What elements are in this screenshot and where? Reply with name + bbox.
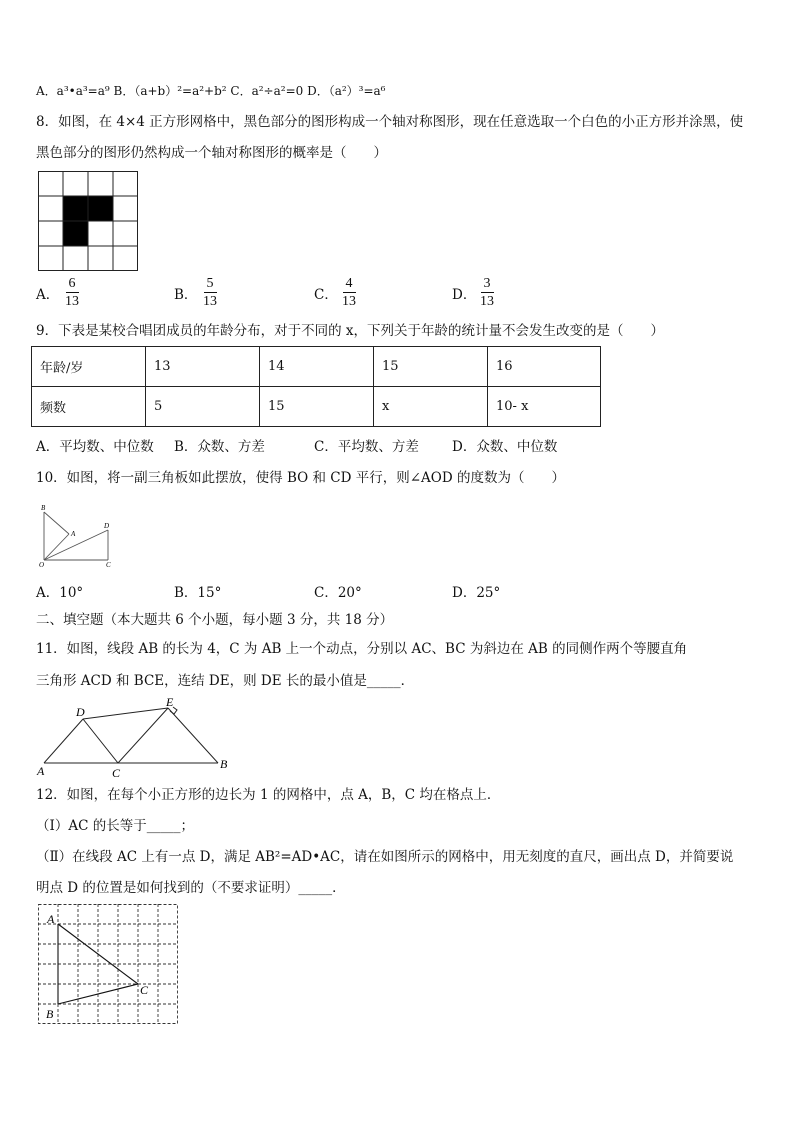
q8-stem-line1: 8．如图，在 4×4 正方形网格中，黑色部分的图形构成一个轴对称图形，现在任意选取一个白色的小正方形并涂黑，使: [36, 114, 744, 130]
label-d: D: [76, 705, 85, 719]
q9-option-a[interactable]: A．平均数、中位数: [36, 439, 154, 455]
q10-option-b[interactable]: B．15°: [174, 585, 222, 601]
label-c: C: [140, 983, 149, 997]
table-row: [32, 347, 601, 387]
q9-stem: 9．下表是某校合唱团成员的年龄分布，对于不同的 x，下列关于年龄的统计量不会发生改变的是（ ）: [36, 323, 664, 339]
table-cell: 16: [488, 347, 601, 387]
fraction-denominator: 13: [65, 294, 79, 309]
black-cell: [63, 221, 88, 246]
q8-option-a-fraction[interactable]: [62, 276, 82, 309]
q10-option-d[interactable]: D．25°: [452, 585, 501, 601]
table-cell: 年龄/岁: [32, 347, 146, 387]
fraction-denominator: 13: [203, 294, 217, 309]
table-row: [32, 387, 601, 427]
fraction-numerator: 3: [481, 276, 494, 293]
table-cell: 频数: [32, 387, 146, 427]
q10-triangle-figure: [38, 503, 118, 569]
q9-option-b[interactable]: B．众数、方差: [174, 439, 265, 455]
label-a: A: [47, 912, 55, 926]
q8-option-a-letter[interactable]: A．: [36, 287, 60, 303]
table-cell: 15: [260, 387, 374, 427]
q8-option-c-fraction[interactable]: [339, 276, 359, 309]
q10-stem: 10．如图，将一副三角板如此摆放，使得 BO 和 CD 平行，则∠AOD 的度数为（ ）: [36, 470, 565, 486]
q12-grid-figure: [38, 904, 180, 1026]
q10-option-c[interactable]: C．20°: [314, 585, 362, 601]
q11-stem-line2: 三角形 ACD 和 BCE，连结 DE，则 DE 长的最小值是_____．: [36, 673, 415, 689]
table-cell: 14: [260, 347, 374, 387]
q8-option-b-fraction[interactable]: [200, 276, 220, 309]
label-b: B: [46, 1007, 54, 1021]
fraction-numerator: 5: [204, 276, 217, 293]
q9-option-d[interactable]: D．众数、中位数: [452, 439, 558, 455]
q9-option-c[interactable]: C．平均数、方差: [314, 439, 419, 455]
q12-part1: （Ⅰ）AC 的长等于_____；: [36, 818, 194, 834]
q9-frequency-table: [31, 346, 601, 427]
fraction-numerator: 4: [343, 276, 356, 293]
label-c: C: [106, 561, 111, 569]
label-a: A: [37, 764, 45, 778]
label-o: O: [39, 561, 45, 569]
q12-part2-line1: （Ⅱ）在线段 AC 上有一点 D，满足 AB²=AD•AC，请在如图所示的网格中，用无刻度的直尺，画出点 D，并简要说: [36, 849, 734, 865]
label-d: D: [104, 522, 110, 530]
q8-option-c-letter[interactable]: C．: [314, 287, 338, 303]
label-b: B: [220, 757, 228, 771]
q12-stem: 12．如图，在每个小正方形的边长为 1 的网格中，点 A，B，C 均在格点上．: [36, 787, 501, 803]
q8-option-b-letter[interactable]: B．: [174, 287, 198, 303]
table-cell: 5: [146, 387, 260, 427]
q10-option-a[interactable]: A．10°: [36, 585, 84, 601]
label-b: B: [41, 504, 46, 512]
label-e: E: [166, 695, 174, 709]
q11-triangle-figure: [36, 695, 236, 780]
q8-option-d-fraction[interactable]: [477, 276, 497, 309]
q7-options: A．a³•a³=a⁹ B．（a+b）²=a²+b² C．a²÷a²=0 D．（a²）³=a⁶: [36, 84, 386, 98]
table-cell: x: [374, 387, 488, 427]
table-cell: 13: [146, 347, 260, 387]
table-cell: 15: [374, 347, 488, 387]
q8-option-d-letter[interactable]: D．: [452, 287, 477, 303]
fraction-numerator: 6: [66, 276, 79, 293]
section-heading: 二、填空题（本大题共 6 个小题，每小题 3 分，共 18 分）: [36, 612, 394, 628]
q11-stem-line1: 11．如图，线段 AB 的长为 4，C 为 AB 上一个动点，分别以 AC、BC 为斜边在 AB 的同侧作两个等腰直角: [36, 641, 688, 657]
q12-part2-line2: 明点 D 的位置是如何找到的（不要求证明）_____．: [36, 880, 346, 896]
fraction-denominator: 13: [342, 294, 356, 309]
table-cell: 10- x: [488, 387, 601, 427]
q8-grid-figure: [38, 171, 138, 271]
fraction-denominator: 13: [480, 294, 494, 309]
q8-stem-line2: 黑色部分的图形仍然构成一个轴对称图形的概率是（ ）: [36, 145, 387, 161]
label-a: A: [71, 530, 76, 538]
label-c: C: [112, 766, 121, 780]
